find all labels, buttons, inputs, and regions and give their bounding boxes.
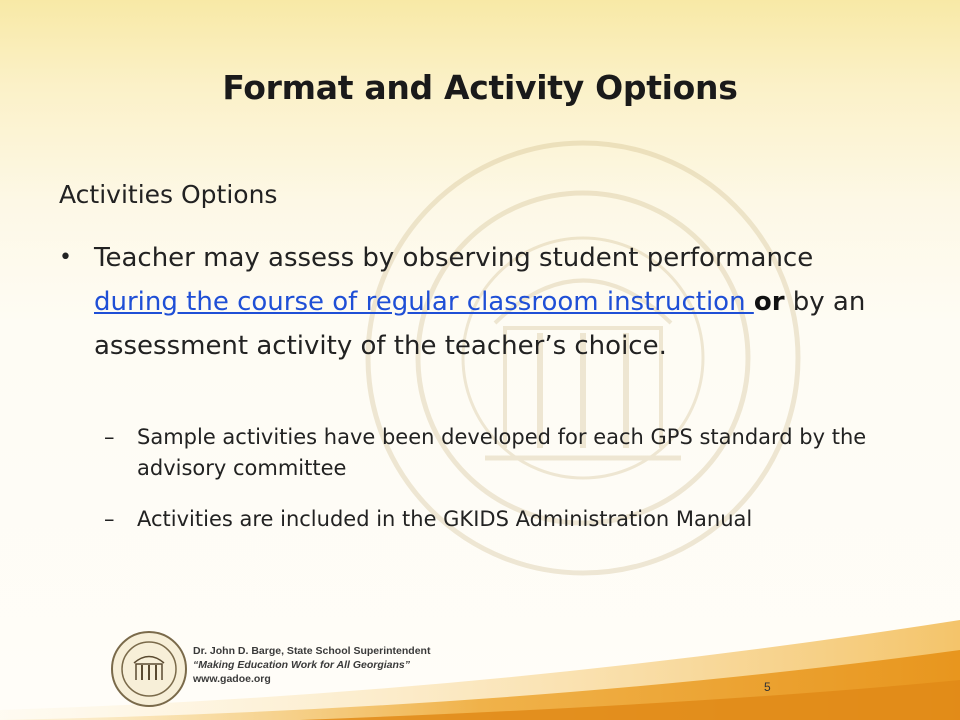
bullet-dot: • (59, 245, 72, 270)
main-bullet (59, 236, 899, 368)
superintendent-name: Dr. John D. Barge, State School Superintendent (193, 645, 431, 657)
sub-bullet-1 (104, 422, 904, 484)
footer-motto: “Making Education Work for All Georgians” (193, 659, 411, 671)
bullet-text-end: by an assessment activity of the teacher’s choice. (94, 287, 866, 361)
slide-title: Format and Activity Options (222, 68, 738, 107)
bullet-text-start: Teacher may assess by observing student performance (94, 243, 814, 273)
page-number: 5 (764, 680, 771, 694)
department-seal-icon (110, 630, 188, 708)
sub-bullet-text: Sample activities have been developed for each GPS standard by the advisory committee (137, 425, 867, 480)
footer-text (193, 644, 430, 686)
dash-marker: – (104, 425, 115, 449)
sub-bullet-text: Activities are included in the GKIDS Administration Manual (137, 507, 753, 531)
classroom-instruction-link[interactable]: during the course of regular classroom instruction (94, 287, 754, 317)
dash-marker: – (104, 507, 115, 531)
sub-bullet-2 (104, 504, 904, 535)
section-subheading: Activities Options (59, 180, 278, 209)
main-bullet-text (94, 236, 899, 368)
footer-website: www.gadoe.org (193, 673, 271, 685)
bullet-bold-or: or (753, 287, 785, 317)
